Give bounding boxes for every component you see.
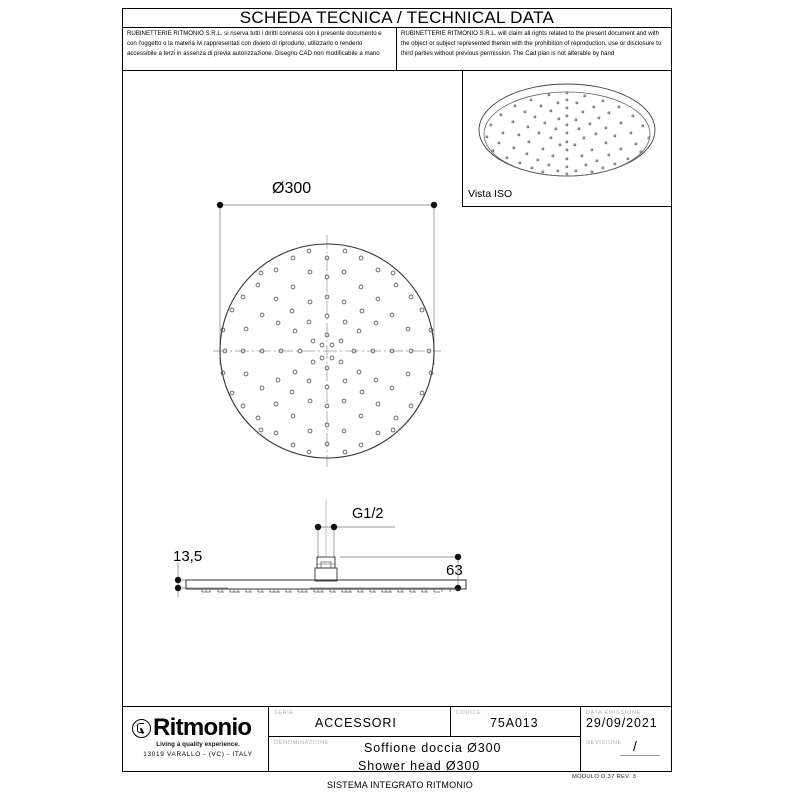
denominazione-italian: Soffione doccia Ø300 — [364, 741, 502, 755]
header-bottom-divider — [122, 70, 672, 71]
codice-value: 75A013 — [490, 716, 539, 730]
iso-view-bottom-divider — [462, 206, 672, 207]
footer-center-text: SISTEMA INTEGRATO RITMONIO — [327, 780, 473, 790]
disclaimer-italian: RUBINETTERIE RITMONIO S.R.L. si riserva tutti i diritti connessi con il presente documento e con l'oggetto o la materia ivi rappresentati con divieto di riprodurlo, utilizzarlo o renderlo accessibile a terzi in assenza di previa autorizzazione. Disegno CAD non modificabile a mano — [127, 30, 382, 57]
title-block-divider-4 — [268, 736, 580, 737]
title-block-divider-2 — [450, 706, 451, 736]
footer-module-code: MODULO D.37 REV. 3 — [572, 774, 637, 780]
serie-value: ACCESSORI — [315, 716, 397, 730]
revisione-underline — [620, 755, 660, 756]
data-emissione-value: 29/09/2021 — [586, 716, 658, 730]
iso-view-label: Vista ISO — [468, 188, 513, 200]
codice-label: CODICE — [456, 710, 482, 716]
disclaimer-english: RUBINETTERIE RITMONIO S.R.L. will claim all rights related to the present document and with the object or subject represented therein with the prohibition of reproduction, use or disclosure to third parties without previous permission. The Cad plan is not alterable by hand — [401, 30, 662, 57]
logo-tagline: Living a quality experience. — [156, 741, 240, 748]
iso-view-drawing — [462, 72, 672, 202]
thickness-dimension-label: 13,5 — [173, 548, 203, 565]
thread-size-label: G1/2 — [352, 506, 384, 522]
logo-wordmark: Ritmonio — [153, 714, 252, 741]
page-title: SCHEDA TECNICA / TECHNICAL DATA — [239, 8, 555, 27]
ritmonio-r-mark-icon — [132, 719, 151, 738]
title-block-divider-1 — [268, 706, 269, 772]
plan-view-drawing — [150, 185, 480, 485]
height-dimension-label: 63 — [446, 562, 463, 579]
denominazione-label: DENOMINAZIONE — [274, 740, 330, 746]
diameter-dimension-label: Ø300 — [272, 180, 312, 197]
logo-address: 13019 VARALLO - (VC) - ITALY — [143, 751, 253, 758]
title-block-divider-3 — [580, 706, 581, 772]
data-emissione-label: DATA EMISSIONE — [586, 710, 641, 716]
revisione-value: / — [633, 738, 638, 754]
company-logo — [132, 716, 264, 766]
revisione-label: REVISIONE — [586, 740, 622, 746]
denominazione-english: Shower head Ø300 — [358, 759, 481, 773]
side-view-drawing — [150, 500, 490, 610]
serie-label: SERIE — [274, 710, 294, 716]
header-divider — [122, 27, 672, 28]
header-column-divider — [396, 27, 397, 70]
